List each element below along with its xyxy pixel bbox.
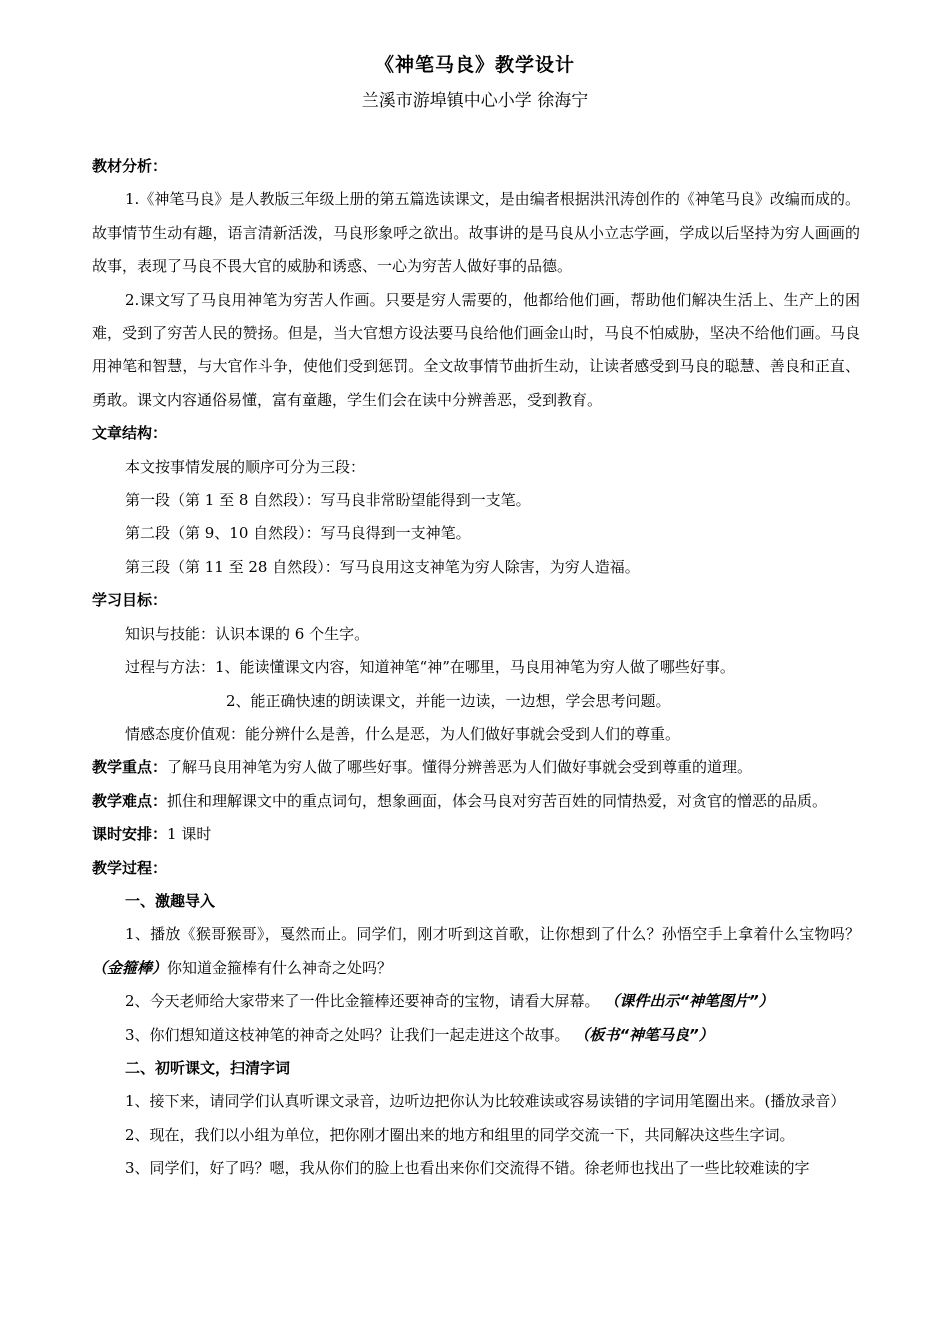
key-point-text: 了解马良用神笔为穷人做了哪些好事。懂得分辨善恶为人们做好事就会受到尊重的道理。 [167, 758, 753, 777]
section-2-paragraph-3: 3、同学们，好了吗？嗯，我从你们的脸上也看出来你们交流得不错。徐老师也找出了一些比较难读的字 [125, 1159, 810, 1178]
structure-segment-1: 第一段（第 1 至 8 自然段）：写马良非常盼望能得到一支笔。 [125, 491, 531, 510]
document-body [92, 150, 860, 1186]
section-2-paragraph-1: 1、接下来，请同学们认真听课文录音，边听边把你认为比较难读或容易读错的字词用笔圈出来。(播放录音） [125, 1092, 846, 1111]
document-subtitle: 兰溪市游埠镇中心小学 徐海宁 [361, 91, 589, 111]
goal-process-2: 2、能正确快速的朗读课文，并能一边读，一边想，学会思考问题。 [226, 691, 671, 710]
section-2-heading: 二、初听课文，扫清字词 [125, 1058, 291, 1077]
structure-intro: 本文按事情发展的顺序可分为三段： [125, 457, 366, 476]
key-point-label: 教学重点： [92, 758, 168, 777]
section-2-paragraph-2: 2、现在，我们以小组为单位，把你刚才圈出来的地方和组里的同学交流一下，共同解决这些生字词。 [125, 1125, 795, 1144]
section-1-paragraph-3 [92, 1019, 860, 1052]
structure-heading: 文章结构： [92, 424, 168, 443]
difficulty-paragraph [92, 785, 860, 818]
section-1-paragraph-1 [92, 918, 860, 985]
goal-emotion: 情感态度价值观：能分辨什么是善，什么是恶，为人们做好事就会受到人们的尊重。 [125, 724, 681, 743]
section-1-heading: 一、激趣导入 [125, 891, 216, 910]
document-title: 《神笔马良》教学设计 [374, 54, 575, 76]
difficulty-label: 教学难点： [92, 791, 168, 810]
process-heading: 教学过程： [92, 858, 168, 877]
difficulty-text: 抓住和理解课文中的重点词句，想象画面，体会马良对穷苦百姓的同情热爱，对贪官的憎恶的品质。 [167, 791, 828, 810]
key-point-paragraph [92, 751, 860, 784]
structure-segment-2: 第二段（第 9、10 自然段）：写马良得到一支神笔。 [125, 524, 471, 543]
goals-heading: 学习目标： [92, 591, 168, 610]
schedule-label: 课时安排： [92, 825, 168, 844]
section-1-p2-emphasis: （课件出示“神笔图片”） [604, 992, 774, 1011]
section-1-paragraph-2 [92, 985, 860, 1018]
section-1-p2-text: 2、今天老师给大家带来了一件比金箍棒还要神奇的宝物，请看大屏幕。 [125, 992, 605, 1011]
schedule-text: 1 课时 [167, 825, 212, 844]
section-1-p1-tail: 你知道金箍棒有什么神奇之处吗？ [167, 958, 393, 977]
material-paragraph-2: 2.课文写了马良用神笔为穷苦人作画。只要是穷人需要的，他都给他们画，帮助他们解决生活上、生产上的困难，受到了穷苦人民的赞扬。但是，当大官想方设法要马良给他们画金山时，马良不怕威胁，坚决不给他们画。马良用神笔和智慧，与大官作斗争，使他们受到惩罚。全文故事情节曲折生动，让读者感受到马良的聪慧、善良和正直、勇敢。课文内容通俗易懂，富有童趣，学生们会在读中分辨善恶，受到教育。 [92, 290, 860, 409]
structure-segment-3: 第三段（第 11 至 28 自然段）：写马良用这支神笔为穷人除害，为穷人造福。 [125, 557, 640, 576]
section-1-p3-text: 3、你们想知道这枝神笔的神奇之处吗？让我们一起走进这个故事。 [125, 1025, 575, 1044]
section-1-p3-emphasis: （板书“神笔马良”） [574, 1025, 714, 1044]
schedule-paragraph [92, 818, 860, 851]
material-paragraph-1: 1.《神笔马良》是人教版三年级上册的第五篇选读课文，是由编者根据洪汛涛创作的《神笔马良》改编而成的。故事情节生动有趣，语言清新活泼，马良形象呼之欲出。故事讲的是马良从小立志学画，学成以后坚持为穷人画画的故事，表现了马良不畏大官的威胁和诱惑、一心为穷苦人做好事的品德。 [92, 190, 860, 276]
material-heading: 教材分析： [92, 157, 168, 175]
section-1-p1-text: 1、播放《猴哥猴哥》，戛然而止。同学们，刚才听到这首歌，让你想到了什么？孙悟空手上拿着什么宝物吗？ [125, 925, 860, 944]
goal-process-1: 过程与方法：1、能读懂课文内容，知道神笔“神”在哪里，马良用神笔为穷人做了哪些好事。 [125, 658, 735, 677]
goal-knowledge: 知识与技能：认识本课的 6 个生字。 [125, 624, 370, 643]
section-1-p1-emphasis: （金箍棒） [92, 958, 168, 977]
